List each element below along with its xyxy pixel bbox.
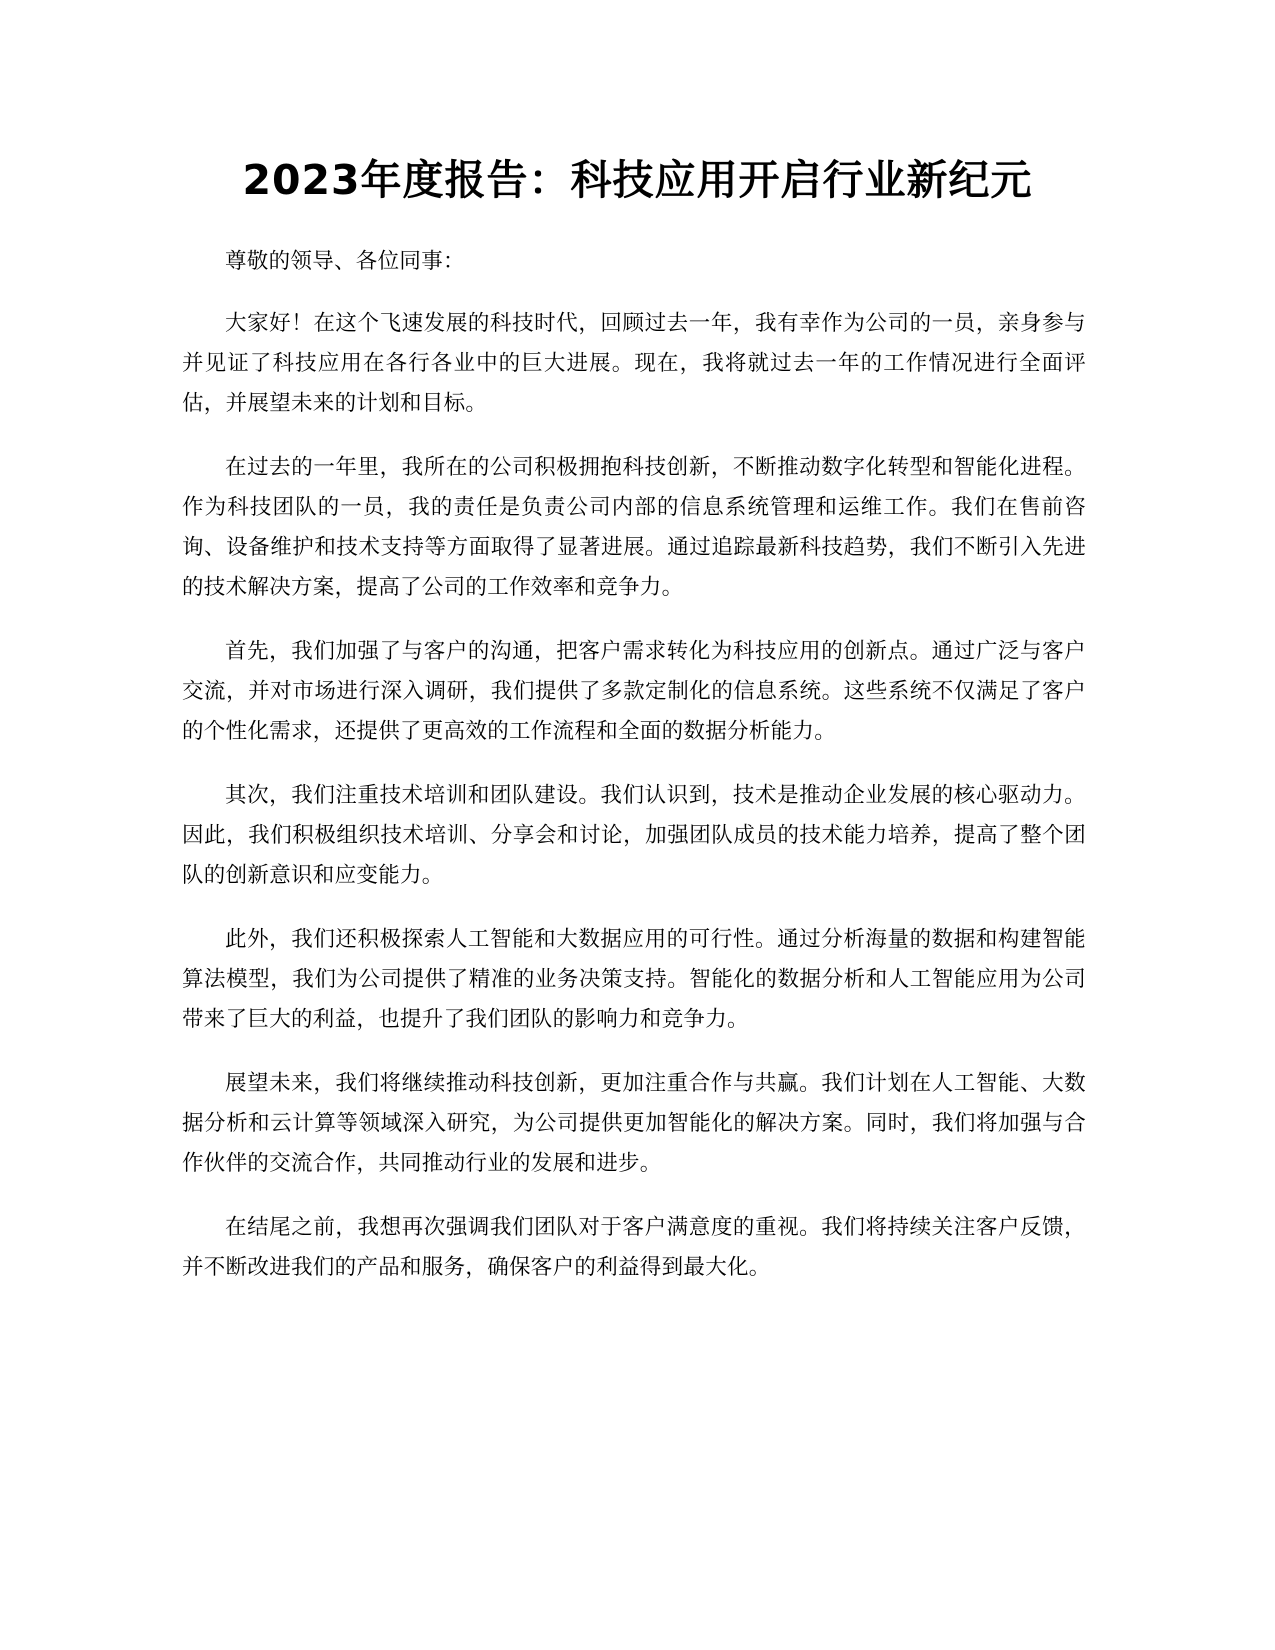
- document-title: 2023年度报告：科技应用开启行业新纪元: [242, 156, 1033, 204]
- ai-bigdata-paragraph: 此外，我们还积极探索人工智能和大数据应用的可行性。通过分析海量的数据和构建智能算法模型，我们为公司提供了精准的业务决策支持。智能化的数据分析和人工智能应用为公司带来了巨大的利益，也提升了我们团队的影响力和竞争力。: [182, 927, 1086, 1032]
- closing-paragraph: 在结尾之前，我想再次强调我们团队对于客户满意度的重视。我们将持续关注客户反馈，并不断改进我们的产品和服务，确保客户的利益得到最大化。: [182, 1215, 1086, 1280]
- salutation-paragraph: 尊敬的领导、各位同事：: [225, 249, 465, 274]
- greeting-paragraph: 大家好！在这个飞速发展的科技时代，回顾过去一年，我有幸作为公司的一员，亲身参与并见证了科技应用在各行各业中的巨大进展。现在，我将就过去一年的工作情况进行全面评估，并展望未来的计划和目标。: [182, 311, 1086, 416]
- review-paragraph: 在过去的一年里，我所在的公司积极拥抱科技创新，不断推动数字化转型和智能化进程。作为科技团队的一员，我的责任是负责公司内部的信息系统管理和运维工作。我们在售前咨询、设备维护和技术支持等方面取得了显著进展。通过追踪最新科技趋势，我们不断引入先进的技术解决方案，提高了公司的工作效率和竞争力。: [182, 455, 1086, 600]
- customer-communication-paragraph: 首先，我们加强了与客户的沟通，把客户需求转化为科技应用的创新点。通过广泛与客户交流，并对市场进行深入调研，我们提供了多款定制化的信息系统。这些系统不仅满足了客户的个性化需求，还提供了更高效的工作流程和全面的数据分析能力。: [182, 639, 1086, 744]
- training-paragraph: 其次，我们注重技术培训和团队建设。我们认识到，技术是推动企业发展的核心驱动力。因此，我们积极组织技术培训、分享会和讨论，加强团队成员的技术能力培养，提高了整个团队的创新意识和应变能力。: [182, 783, 1086, 888]
- document-body: [182, 242, 1086, 1312]
- outlook-paragraph: 展望未来，我们将继续推动科技创新，更加注重合作与共赢。我们计划在人工智能、大数据分析和云计算等领域深入研究，为公司提供更加智能化的解决方案。同时，我们将加强与合作伙伴的交流合作，共同推动行业的发展和进步。: [182, 1071, 1086, 1176]
